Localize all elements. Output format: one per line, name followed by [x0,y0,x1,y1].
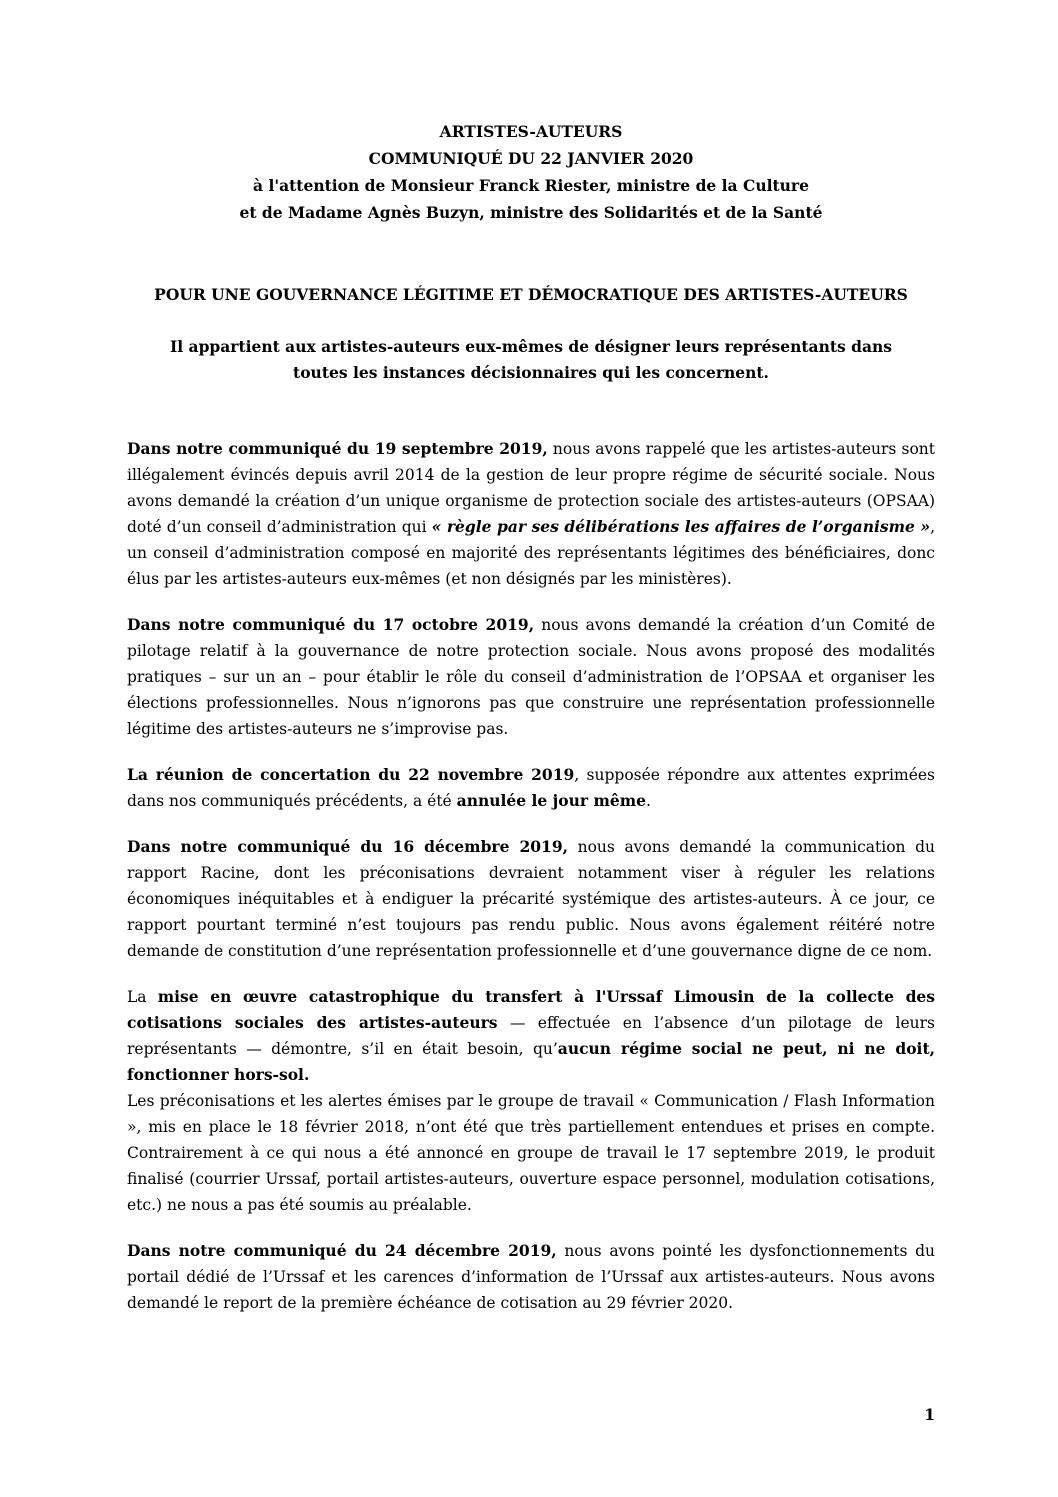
text-run: nous avons pointé les dysfonctionnements du portail dédié de l’Urssaf et les carences d’information de l’Urssaf aux artistes-auteurs. Nous avons demandé le report de la première échéance de cotisation au 29 février 2020. [127,1242,935,1312]
document-subtitle: Il appartient aux artistes-auteurs eux-mêmes de désigner leurs représentants dans toutes les instances décisionnaires qui les concernent. [169,337,892,382]
text-run: Dans notre communiqué du 16 décembre 2019, [127,837,569,856]
text-run: La réunion de concertation du 22 novembre 2019 [127,765,575,784]
text-run: La [127,988,158,1006]
text-run: « règle par ses délibérations les affaires de l’organisme » [431,517,931,536]
text-run: , supposée répondre aux attentes exprimées dans nos communiqués précédents, a été [127,766,935,810]
header-line-recipient-2: et de Madame Agnès Buzyn, ministre des Solidarités et de la Santé [239,203,823,222]
header-line-recipient-1: à l'attention de Monsieur Franck Riester, ministre de la Culture [253,176,809,195]
page-number: 1 [924,1405,935,1424]
text-run: . [645,792,651,810]
text-run: Dans notre communiqué du 19 septembre 2019, [127,439,548,458]
text-run: — effectuée en l’absence d’un pilotage de leurs représentants — démontre, s’il en était besoin, qu’ [127,1014,935,1058]
text-run: aucun régime social ne peut, ni ne doit, fonctionner hors-sol. [127,1039,935,1084]
document-title: POUR UNE GOUVERNANCE LÉGITIME ET DÉMOCRATIQUE DES ARTISTES-AUTEURS [154,285,908,304]
paragraph-communique-19-septembre [127,436,935,592]
text-run: Les préconisations et les alertes émises par le groupe de travail « Communication / Flash Information », mis en place le 18 février 2018, n’ont été que très partiellement entendues et prises en compte. Contrairement à ce qui nous a été annoncé en groupe de travail le 17 septembre 2019, le produit finalisé (courrier Urssaf, portail artistes-auteurs, ouverture espace personnel, modulation cotisations, etc.) ne nous a pas été soumis au préalable. [127,1092,935,1214]
text-run: annulée le jour même [456,791,646,810]
paragraph-reunion-22-novembre [127,762,935,814]
document-body [127,436,935,1316]
text-run: , un conseil d’administration composé en majorité des représentants légitimes des bénéficiaires, donc élus par les artistes-auteurs eux-mêmes (et non désignés par les ministères). [127,518,935,588]
text-run: nous avons rappelé que les artistes-auteurs sont illégalement évincés depuis avril 2014 de la gestion de leur propre régime de sécurité sociale. Nous avons demandé la création d’un unique organisme de protection sociale des artistes-auteurs (OPSAA) doté d’un conseil d’administration qui [127,440,935,536]
paragraph-urssaf-limousin [127,984,935,1088]
text-run: Dans notre communiqué du 17 octobre 2019, [127,615,535,634]
header-line-org: ARTISTES-AUTEURS [439,122,623,141]
text-run: nous avons demandé la création d’un Comité de pilotage relatif à la gouvernance de notre protection sociale. Nous avons proposé des modalités pratiques – sur un an – pour établir le rôle du conseil d’administration de l’OPSAA et organiser les élections professionnelles. Nous n’ignorons pas que construire une représentation professionnelle légitime des artistes-auteurs ne s’improvise pas. [127,616,936,738]
text-run: mise en œuvre catastrophique du transfert à l'Urssaf Limousin de la collecte des cotisations sociales des artistes-auteurs [127,987,935,1032]
paragraph-preconisations [127,1088,935,1218]
paragraph-communique-16-decembre [127,834,935,964]
text-run: nous avons demandé la communication du rapport Racine, dont les préconisations devraient notamment viser à réguler les relations économiques inéquitables et à endiguer la précarité systémique des artistes-auteurs. À ce jour, ce rapport pourtant terminé n’est toujours pas rendu public. Nous avons également réitéré notre demande de constitution d’une représentation professionnelle et d’une gouvernance digne de ce nom. [127,838,935,960]
text-run: Dans notre communiqué du 24 décembre 2019, [127,1241,557,1260]
paragraph-communique-24-decembre [127,1238,935,1316]
paragraph-communique-17-octobre [127,612,935,742]
header-line-date: COMMUNIQUÉ DU 22 JANVIER 2020 [368,149,694,168]
document-header [127,118,935,226]
